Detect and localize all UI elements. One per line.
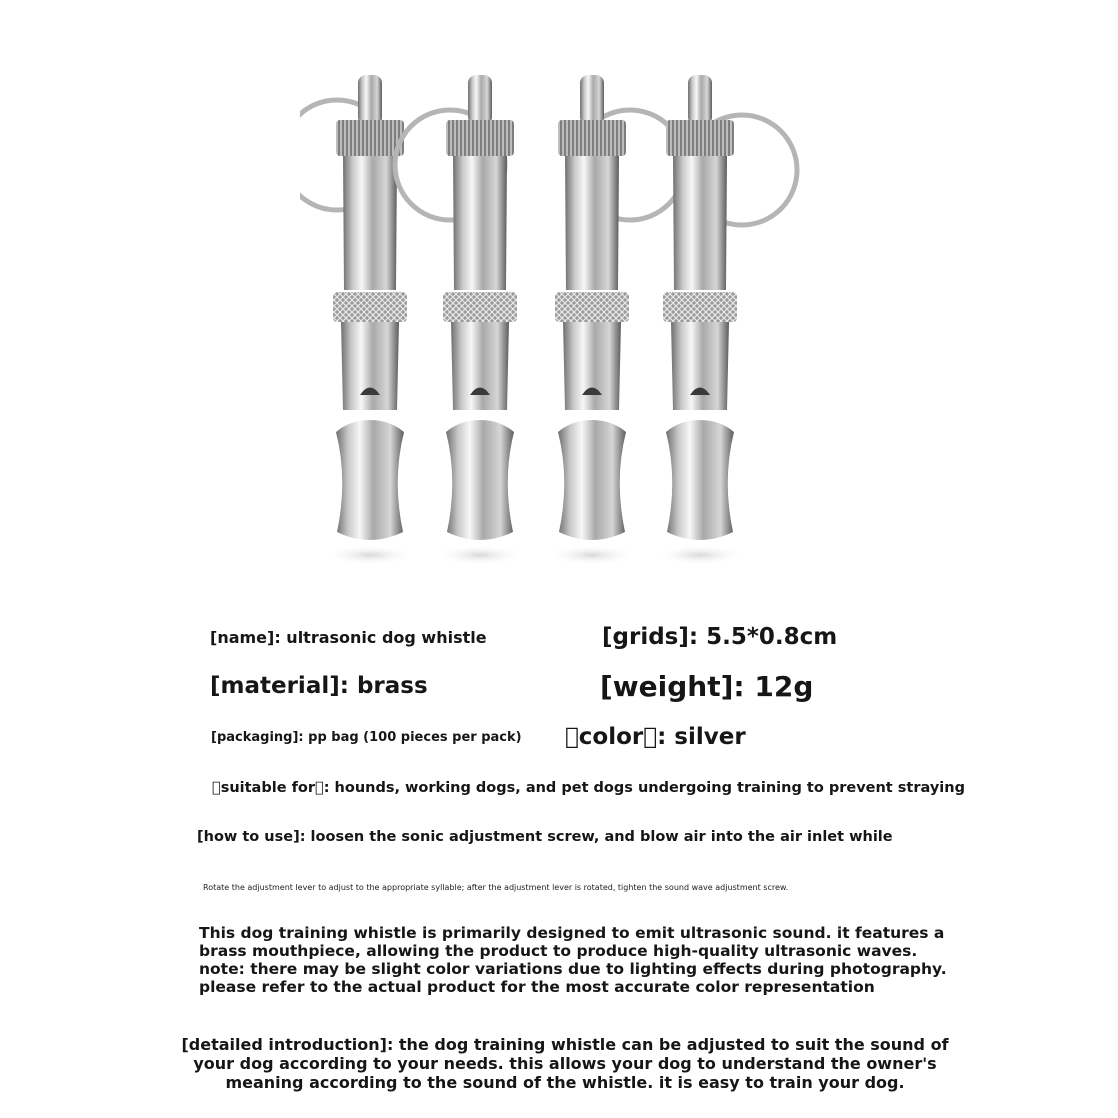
description-line: note: there may be slight color variations due to lighting effects during photography. [199, 960, 947, 978]
dog-whistle-product-photo-icon [300, 60, 820, 590]
detailed-introduction [180, 1035, 950, 1092]
description-line: please refer to the actual product for the most accurate color representation [199, 978, 875, 996]
spec-name: [name]: ultrasonic dog whistle [210, 628, 487, 647]
spec-suitable-for:  suitable for : hounds, working dogs, and pet dogs undergoing training to prevent straying [212, 780, 965, 796]
spec-material: [material]: brass [210, 673, 428, 699]
spec-packaging: [packaging]: pp bag (100 pieces per pack) [211, 730, 522, 745]
whistle-2 [395, 75, 525, 565]
spec-color:  color : silver [565, 724, 746, 750]
spec-weight: [weight]: 12g [600, 670, 814, 703]
spec-how-to-use-note: Rotate the adjustment lever to adjust to the appropriate syllable; after the adjustment lever is rotated, tighten the sound wave adjustment screw. [203, 883, 789, 892]
product-description [199, 924, 947, 996]
description-line: brass mouthpiece, allowing the product to produce high-quality ultrasonic waves. [199, 942, 918, 960]
spec-grids: [grids]: 5.5*0.8cm [602, 624, 838, 650]
whistle-4 [655, 75, 797, 565]
spec-how-to-use: [how to use]: loosen the sonic adjustment screw, and blow air into the air inlet while [197, 829, 893, 845]
product-photo [300, 60, 820, 590]
description-line: This dog training whistle is primarily designed to emit ultrasonic sound. it features a [199, 924, 945, 942]
introduction-line: [detailed introduction]: the dog training whistle can be adjusted to suit the sound of [181, 1035, 949, 1054]
introduction-line: your dog according to your needs. this allows your dog to understand the owner's [193, 1054, 937, 1073]
introduction-line: meaning according to the sound of the whistle. it is easy to train your dog. [225, 1073, 905, 1092]
